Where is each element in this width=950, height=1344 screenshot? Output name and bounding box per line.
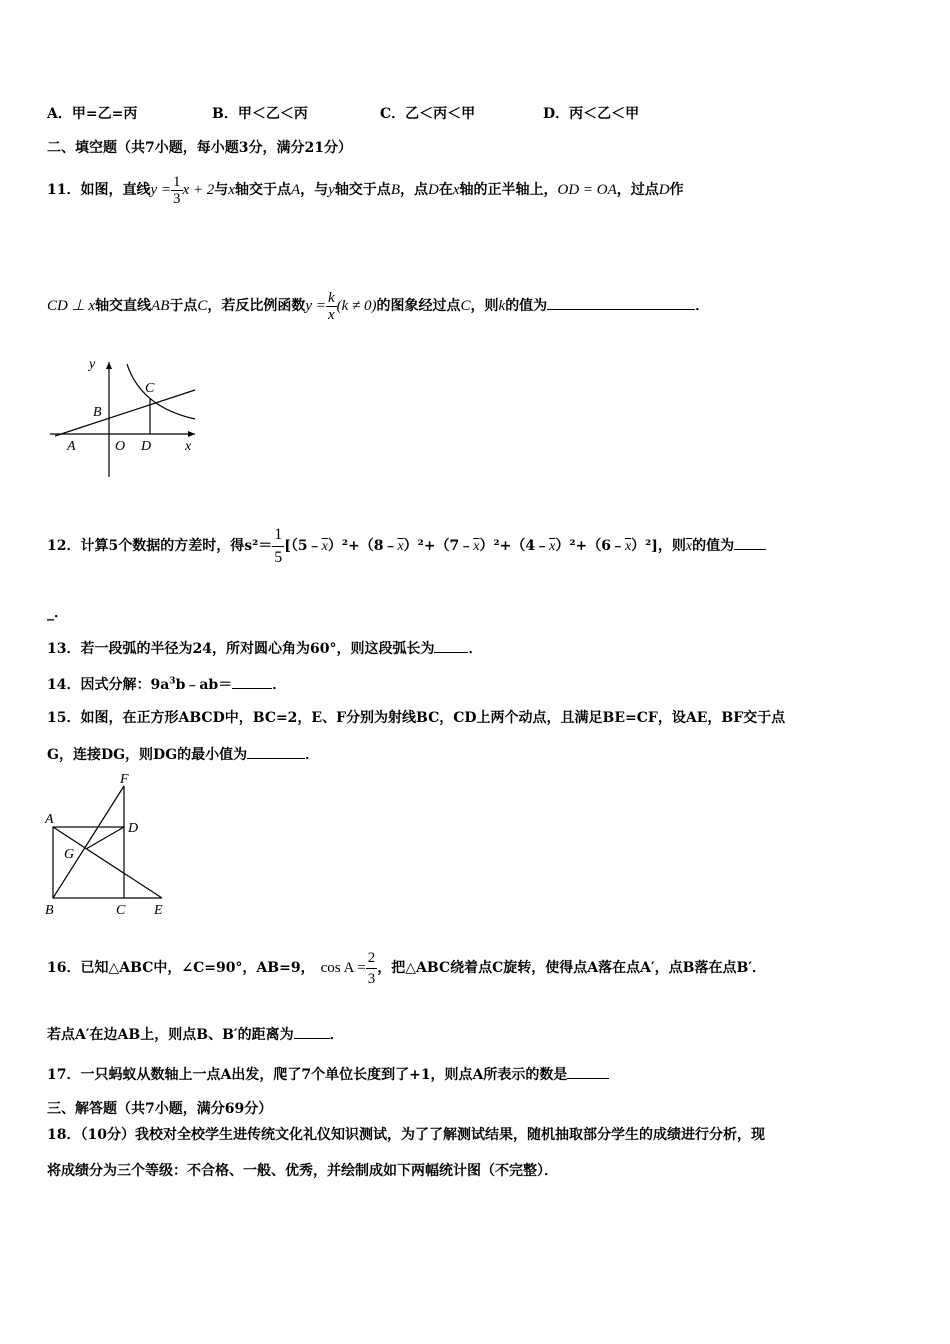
q17-answer-blank[interactable]: [567, 1078, 609, 1079]
q11-figure: [45, 352, 205, 482]
fig15-label-a: A: [45, 812, 54, 827]
q18-line1: 18．（10分）我校对全校学生进传统文化礼仪知识测试，为了了解测试结果，随机抽取部分学生的成绩进行分析，现: [47, 1127, 765, 1143]
q12-line1: 12．计算5个数据的方差时，得s²＝ $\frac{1}{5}$ $[(5﹣\overline{x})^2+(8﹣\overline{x})^2+(7﹣\overline{x})^2+(4﹣\overline{x})^2+(6﹣\overline{x})^2]$，则$\overline{x}$的值为: [47, 516, 766, 577]
q12-line2: _．: [47, 605, 68, 621]
option-a: A．甲=乙=丙: [47, 106, 138, 122]
q11-answer-blank[interactable]: [547, 309, 695, 310]
fig11-label-c: C: [145, 381, 155, 396]
fig15-label-d: D: [128, 821, 139, 836]
q15-line2: G，连接DG，则DG的最小值为 ．: [47, 747, 320, 763]
q11-line2: CD ⊥ x轴交直线AB于点C，若反比例函数y = $\frac{k}{x}$ (k ≠ 0)的图象经过点C，则k的值为 ．: [47, 289, 710, 323]
fig11-label-o: O: [115, 439, 126, 454]
q13: 13．若一段弧的半径为24，所对圆心角为60°，则这段弧长为 ．: [47, 641, 483, 657]
q14-answer-blank[interactable]: [232, 688, 272, 689]
fig15-label-f: F: [120, 772, 129, 787]
fig15-label-c: C: [116, 903, 126, 918]
section-2-heading: 二、填空题（共7小题，每小题3分，满分21分）: [47, 140, 352, 156]
q16-line1: 16．已知△ABC中，∠C=90°，AB=9， cos A = $\frac{2}{3}$ ，把△ABC绕着点C旋转，使得点A落在点A′，点B落在点B′．: [47, 949, 767, 987]
fig11-label-b: B: [93, 405, 102, 420]
fig11-label-a: A: [67, 439, 76, 454]
q16-line2: 若点A′在边AB上，则点B、B′的距离为 ．: [47, 1027, 344, 1043]
option-b: B．甲＜乙＜丙: [212, 106, 308, 122]
q16-answer-blank[interactable]: [294, 1038, 330, 1039]
fig11-label-d: D: [141, 439, 152, 454]
q13-answer-blank[interactable]: [434, 652, 468, 653]
fig15-label-g: G: [64, 847, 75, 862]
q11-line1: 11．如图，直线y = $\frac{1}{3}$ x + 2与x轴交于点A，与y轴交于点B，点D在x轴的正半轴上，OD = OA，过点D作: [47, 173, 684, 207]
fig11-label-y: y: [89, 357, 96, 372]
q15-line1: 15．如图，在正方形ABCD中，BC=2，E、F分别为射线BC，CD上两个动点，且满足BE=CF，设AE，BF交于点: [47, 710, 786, 726]
fig15-label-b: B: [45, 903, 54, 918]
option-c: C．乙＜丙＜甲: [380, 106, 476, 122]
q15-answer-blank[interactable]: [247, 758, 305, 759]
q18-line2: 将成绩分为三个等级：不合格、一般、优秀，并绘制成如下两幅统计图（不完整）．: [47, 1163, 558, 1179]
fig11-label-x: x: [185, 439, 192, 454]
q12-answer-blank[interactable]: [734, 549, 766, 550]
section-3-heading: 三、解答题（共7小题，满分69分）: [47, 1101, 273, 1117]
q17: 17．一只蚂蚁从数轴上一点A出发，爬了7个单位长度到了+1，则点A所表示的数是: [47, 1064, 609, 1084]
q15-figure: [44, 770, 172, 918]
option-d: D．丙＜乙＜甲: [543, 106, 640, 122]
fig15-label-e: E: [154, 903, 163, 918]
q14: 14．因式分解：$9a^3b﹣ab=$ ．: [47, 676, 287, 693]
